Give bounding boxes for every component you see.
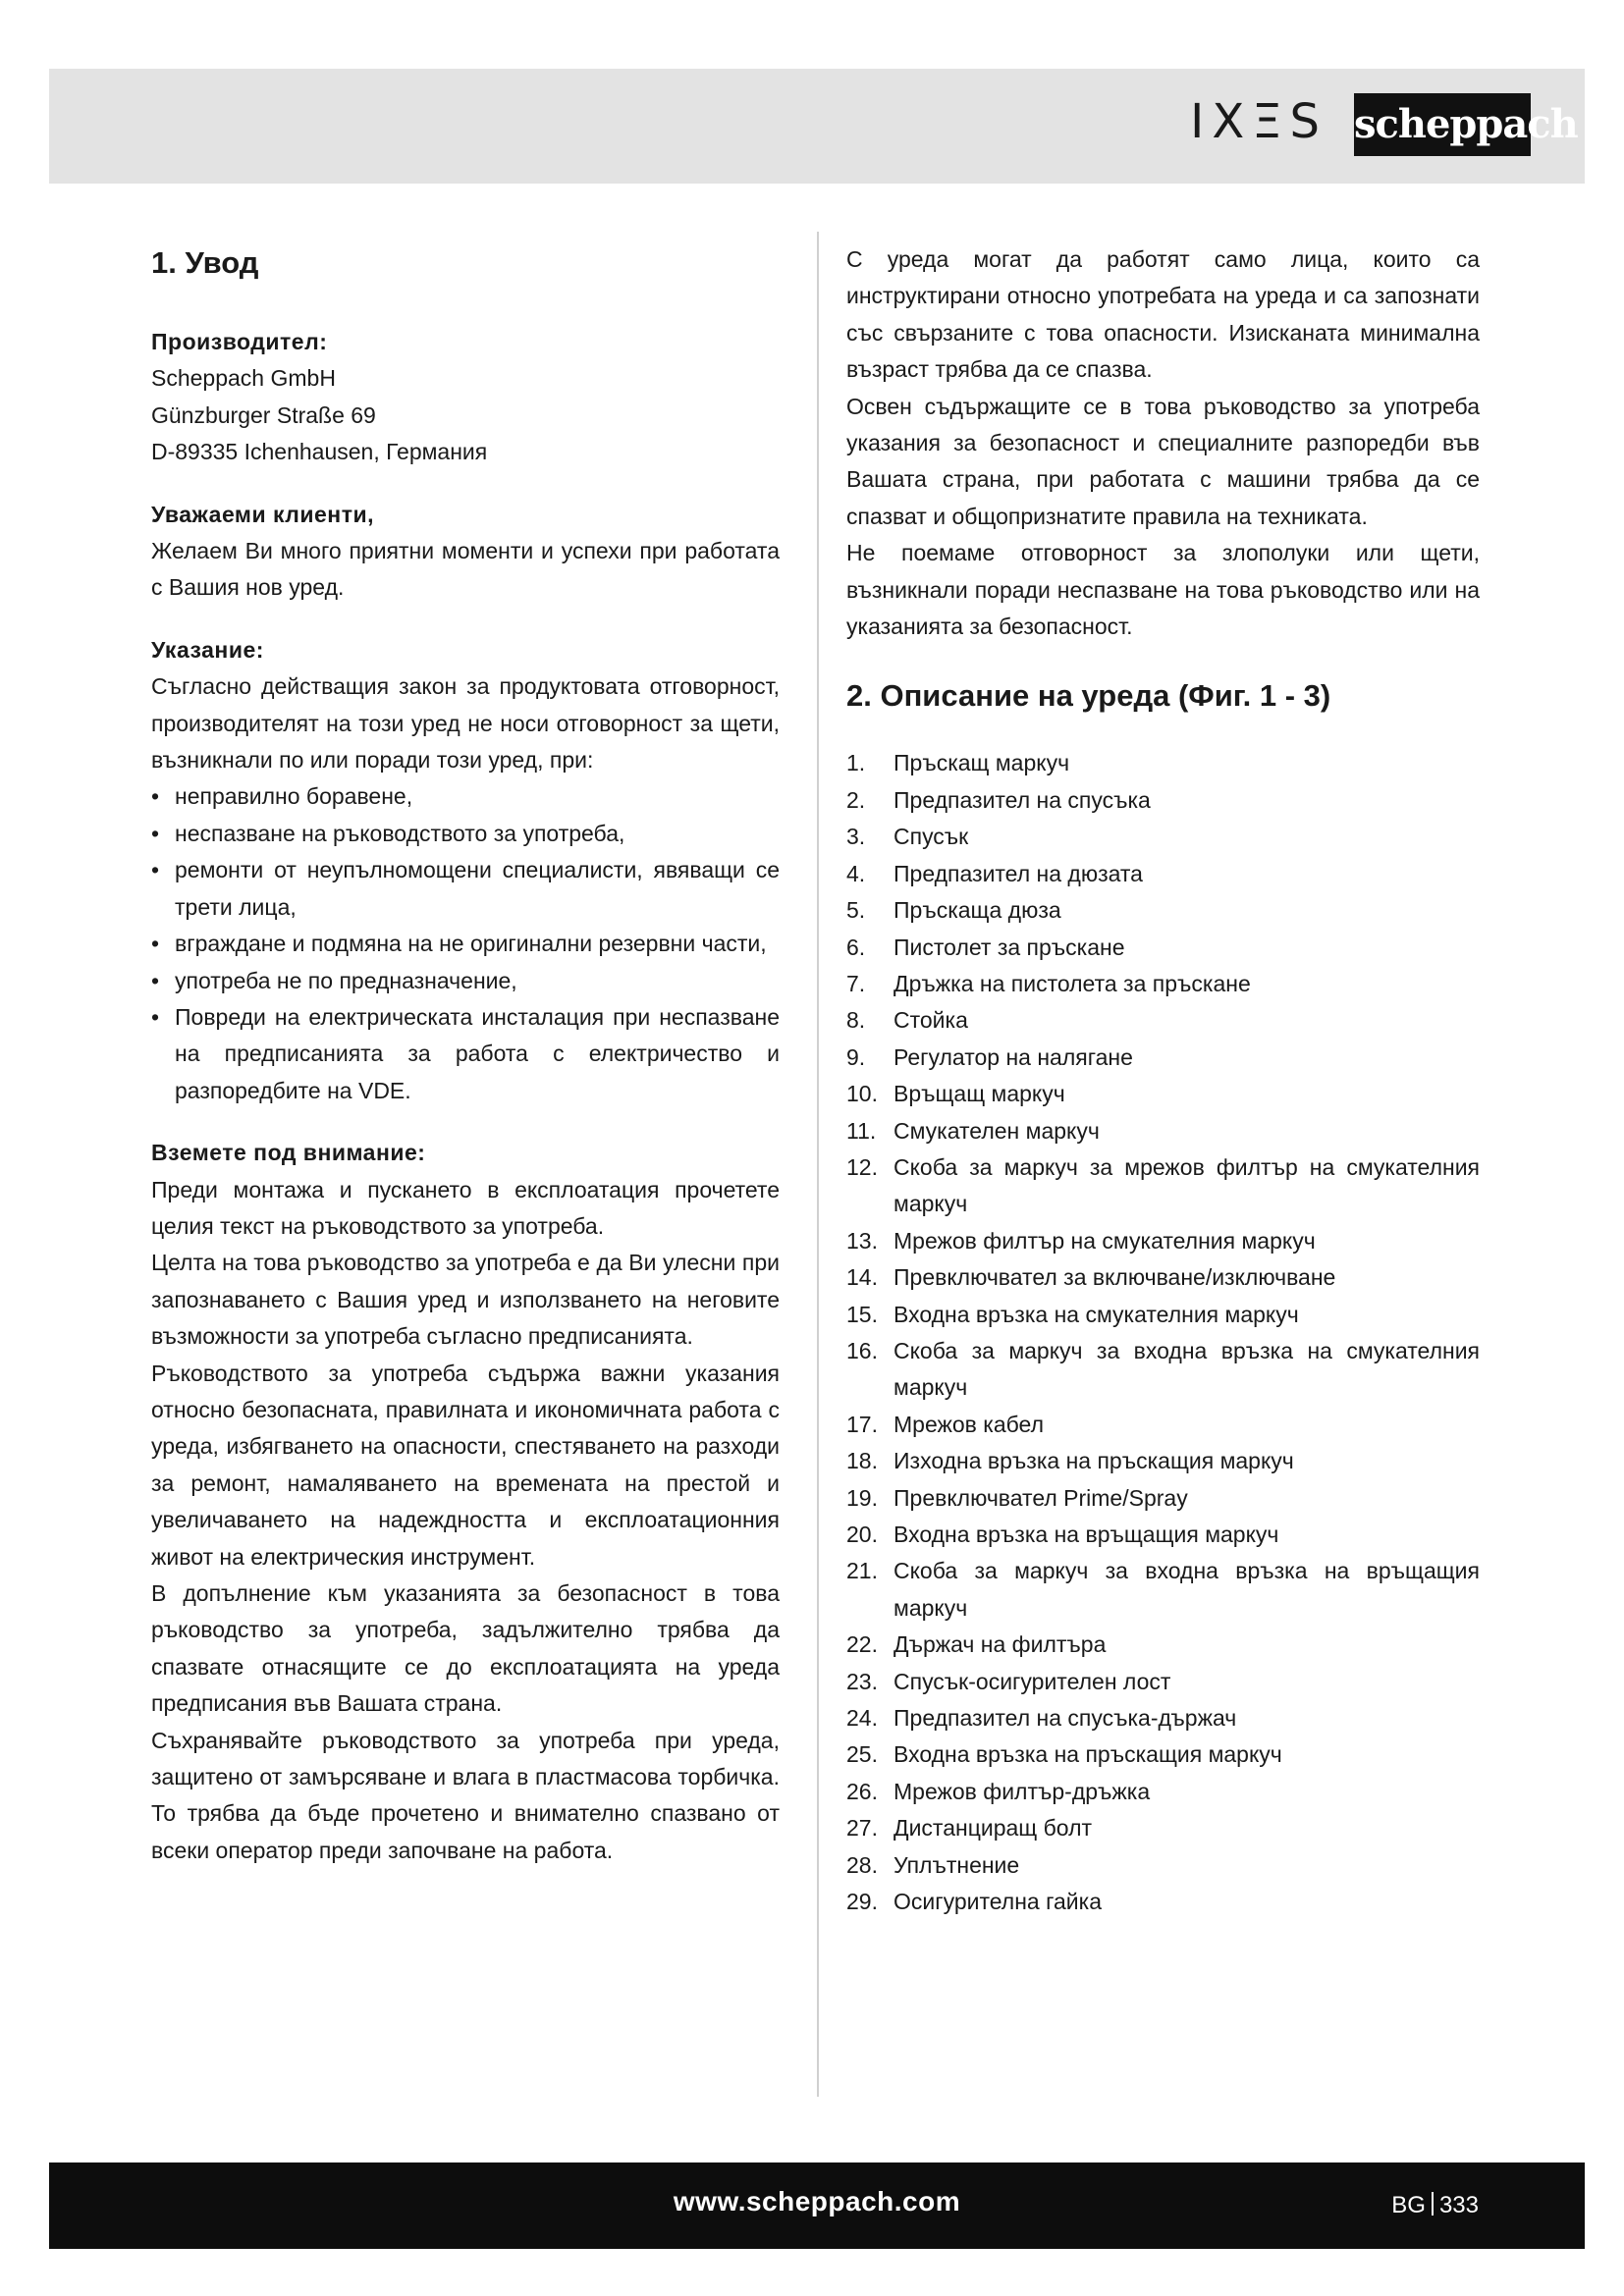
list-item [846,1407,1480,1443]
list-item-text: Превключвател Prime/Spray [893,1484,1188,1511]
attention-heading: Вземете под внимание: [151,1140,426,1166]
list-item-number: 24. [846,1705,878,1732]
right-column [846,241,1480,1920]
list-item: • неспазване на ръководството за употреба, [151,816,780,852]
list-item-number: 5. [846,897,866,924]
list-item [846,1736,1480,1773]
list-item-text: Входна връзка на пръскащия маркуч [893,1741,1282,1768]
list-item-number: 17. [846,1411,878,1437]
list-item-number: 8. [846,1007,866,1034]
manufacturer-heading: Производител: [151,329,328,354]
list-item-text: Мрежов филтър на смукателния маркуч [893,1227,1316,1254]
customers-heading: Уважаеми клиенти, [151,501,374,527]
attention-paragraph: В допълнение към указанията за безопасност в това ръководство за употреба, задължително трябва да спазвате отнасящите се до експлоатацията на уреда предписания във Вашата страна. [151,1580,780,1717]
intro-paragraph: Не поемаме отговорност за злополуки или щети, възникнали поради неспазване на това ръководство или на указанията за безопасност. [846,540,1480,640]
footer-band [49,2163,1585,2249]
list-item: • Повреди на електрическата инсталация при неспазване на предписанията за работа с електричество и разпоредбите на VDE. [151,999,780,1109]
scheppach-logo: scheppach [1354,93,1531,156]
list-item-text: Уплътнение [893,1851,1020,1878]
list-item-text: Скоба за маркуч за входна връзка на смукателния маркуч [893,1337,1480,1401]
section-title-description: 2. Описание на уреда (Фиг. 1 - 3) [846,678,1331,714]
attention-paragraph: Преди монтажа и пускането в експлоатация прочетете целия текст на ръководството за употреба. [151,1176,780,1239]
list-item [846,1884,1480,1920]
list-item-text: Спусък-осигурителен лост [893,1668,1171,1694]
list-item [846,1113,1480,1149]
list-item [846,1664,1480,1700]
list-item-text: Дръжка на пистолета за пръскане [893,970,1251,996]
manufacturer-city: D-89335 Ichenhausen, Германия [151,439,488,465]
list-item: • вграждане и подмяна на не оригинални резервни части, [151,926,780,962]
header-band [49,69,1585,184]
list-item [846,1700,1480,1736]
list-item [846,1223,1480,1259]
attention-paragraph: Ръководството за употреба съдържа важни указания относно безопасната, правилната и икономичната работа с уреда, избягването на опасности, спестяването на разходи за ремонт, намаляването на времената на престой и увеличаването на надеждността и експлоатационния живот на електрическия инструмент. [151,1360,780,1570]
intro-paragraph: Освен съдържащите се в това ръководство за употреба указания за безопасност и специалните разпоредби във Вашата страна, при работата с машини трябва да се спазват и общопризнатите правила на техниката. [846,393,1480,529]
list-item-number: 9. [846,1043,866,1070]
list-item-number: 14. [846,1264,878,1291]
list-item-text: Дистанциращ болт [893,1815,1093,1842]
list-item-text: Входна връзка на смукателния маркуч [893,1301,1299,1327]
list-item-number: 7. [846,970,866,996]
list-item-number: 25. [846,1741,878,1768]
list-item [846,1333,1480,1407]
page-number [1391,2163,1479,2249]
list-item-number: 28. [846,1851,878,1878]
footer-url-link[interactable]: www.scheppach.com [673,2186,961,2216]
section-title-intro: 1. Увод [151,245,259,280]
attention-paragraph: Целта на това ръководство за употреба е да Ви улесни при запознаването с Вашия уред и използването на неговите възможности за употреба съгласно предписанията. [151,1250,780,1350]
list-item-text: Скоба за маркуч за мрежов филтър на смукателния маркуч [893,1153,1480,1217]
list-item-text: Спусък [893,824,969,850]
column-divider [817,232,819,2097]
left-column [151,241,780,1869]
list-item-number: 22. [846,1631,878,1658]
list-item-number: 29. [846,1889,878,1915]
list-item-number: 12. [846,1153,878,1180]
list-item-text: Скоба за маркуч за входна връзка на връщащия маркуч [893,1558,1480,1621]
list-item [846,892,1480,929]
customers-text: Желаем Ви много приятни моменти и успехи при работата с Вашия нов уред. [151,538,780,601]
list-item-number: 27. [846,1815,878,1842]
list-item-text: Превключвател за включване/изключване [893,1264,1336,1291]
list-item: • употреба не по предназначение, [151,963,780,999]
note-text: Съгласно действащия закон за продуктовата отговорност, производителят на този уред не носи отговорност за щети, възникнали по или поради този уред, при: [151,673,780,774]
list-item [846,782,1480,819]
list-item-number: 23. [846,1668,878,1694]
list-item [846,1076,1480,1112]
list-item: • ремонти от неупълномощени специалисти, явяващи се трети лица, [151,852,780,926]
list-item-text: Връщащ маркуч [893,1081,1065,1107]
note-bullet-list [151,778,780,1109]
list-item-number: 18. [846,1448,878,1474]
language-code: BG [1391,2192,1426,2218]
list-item-text: Мрежов филтър-дръжка [893,1778,1151,1804]
parts-list [846,745,1480,1920]
note-heading: Указание: [151,636,264,663]
list-item-number: 6. [846,934,866,960]
list-item-number: 10. [846,1081,878,1107]
list-item-number: 16. [846,1337,878,1363]
list-item-number: 4. [846,860,866,886]
list-item [846,1002,1480,1039]
list-item [846,1774,1480,1810]
list-item-text: Регулатор на налягане [893,1043,1133,1070]
list-item-number: 3. [846,824,866,850]
list-item [846,930,1480,966]
list-item [846,1627,1480,1663]
list-item-text: Осигурителна гайка [893,1889,1102,1915]
page-separator [1432,2192,1434,2216]
list-item [846,856,1480,892]
list-item [846,1443,1480,1479]
list-item [846,1149,1480,1223]
list-item [846,1810,1480,1846]
list-item [846,1297,1480,1333]
list-item [846,745,1480,781]
list-item: • неправилно боравене, [151,778,780,815]
list-item-number: 26. [846,1778,878,1804]
list-item [846,1847,1480,1884]
list-item-text: Предпазител на дюзата [893,860,1143,886]
list-item-text: Държач на филтъра [893,1631,1107,1658]
list-item-number: 2. [846,786,866,813]
list-item-text: Пръскаща дюза [893,897,1061,924]
list-item [846,819,1480,855]
list-item-number: 11. [846,1117,877,1144]
list-item-number: 19. [846,1484,878,1511]
list-item-number: 13. [846,1227,878,1254]
attention-paragraph: Съхранявайте ръководството за употреба при уреда, защитено от замърсяване и влага в пластмасова торбичка. То трябва да бъде прочетено и внимателно спазвано от всеки оператор преди започване на работа. [151,1727,780,1863]
list-item-text: Мрежов кабел [893,1411,1044,1437]
list-item-number: 20. [846,1522,878,1547]
list-item-text: Стойка [893,1007,968,1034]
list-item [846,966,1480,1002]
page-number-value: 333 [1438,2192,1479,2218]
list-item [846,1517,1480,1553]
list-item-text: Входна връзка на връщащия маркуч [893,1522,1279,1547]
list-item [846,1259,1480,1296]
list-item-text: Пистолет за пръскане [893,934,1125,960]
list-item-text: Пръскащ маркуч [893,750,1070,776]
list-item-text: Изходна връзка на пръскащия маркуч [893,1448,1294,1474]
list-item-text: Смукателен маркуч [893,1117,1100,1144]
manufacturer-name: Scheppach GmbH [151,365,336,392]
ixes-logo: IXΞS [1190,94,1327,149]
list-item-number: 1. [846,750,866,776]
list-item-number: 21. [846,1558,878,1584]
intro-paragraph: С уреда могат да работят само лица, които са инструктирани относно употребата на уреда и са запознати със свързаните с това опасности. Изисканата минимална възраст трябва да се спазва. [846,246,1480,383]
list-item [846,1040,1480,1076]
list-item [846,1480,1480,1517]
list-item [846,1553,1480,1627]
list-item-number: 15. [846,1301,878,1327]
manufacturer-street: Günzburger Straße 69 [151,401,376,428]
list-item-text: Предпазител на спусъка [893,786,1151,813]
list-item-text: Предпазител на спусъка-държач [893,1705,1237,1732]
